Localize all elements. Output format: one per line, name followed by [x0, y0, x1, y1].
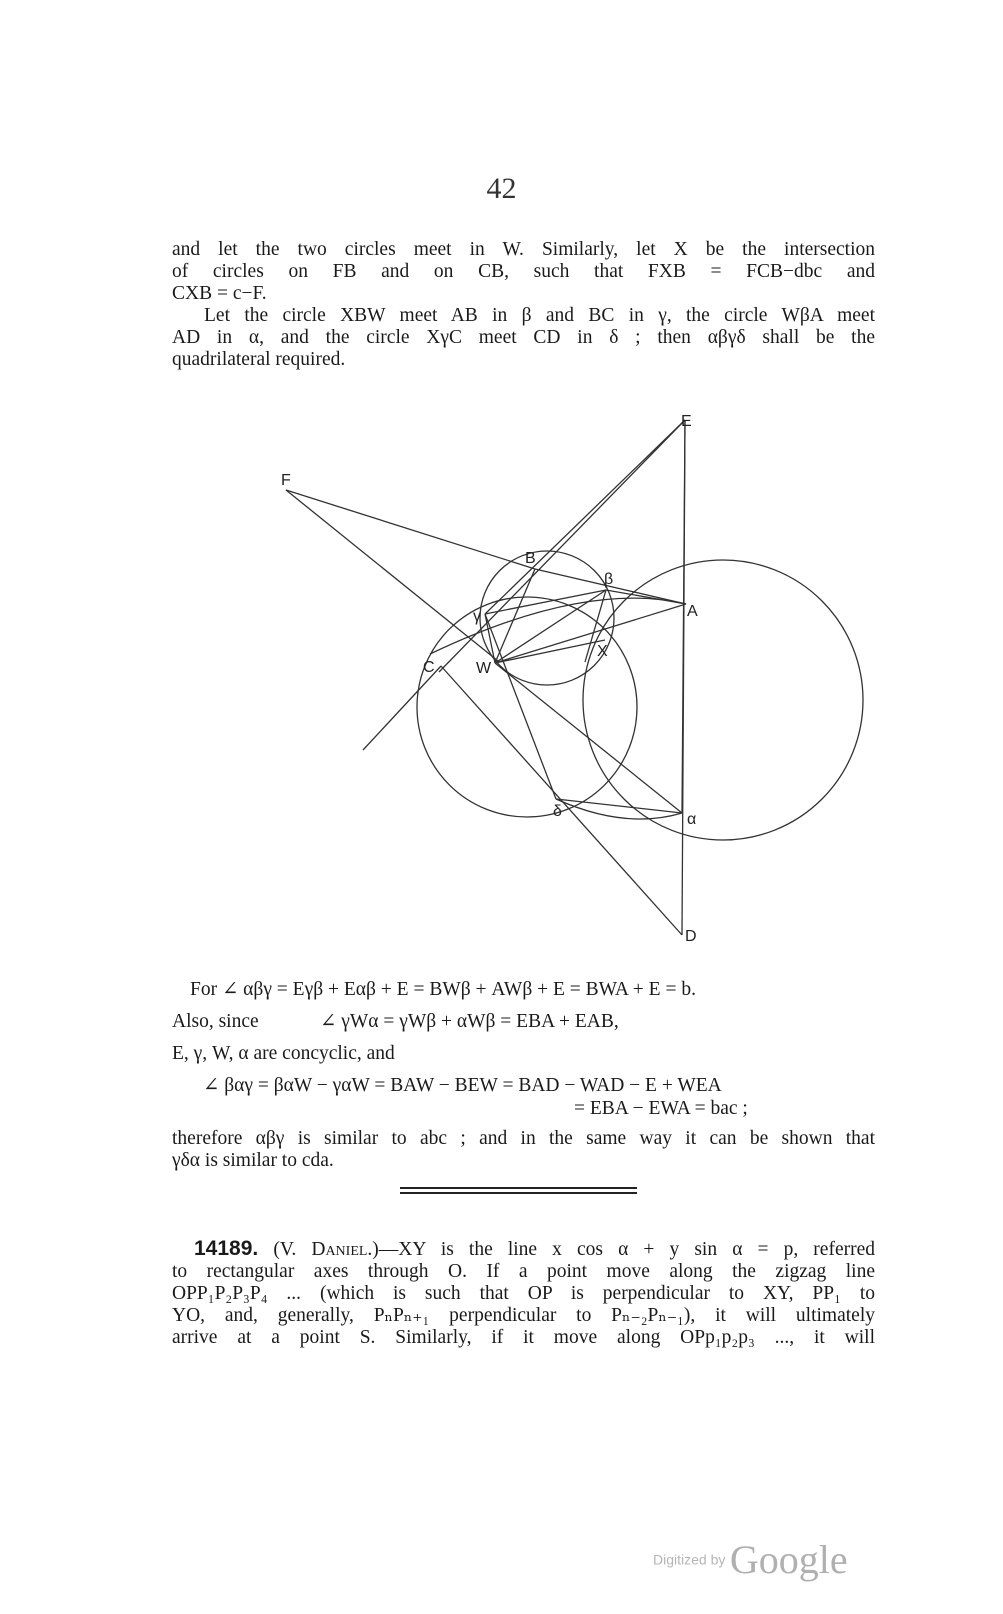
page-number: 42 [486, 172, 517, 205]
text-line: Let the circle XBW meet AB in β and BC in γ, the circle WβA meet [204, 305, 875, 326]
text-line: OPP₁P₂P₃P₄ ... (which is such that OP is perpendicular to XY, PP₁ to [172, 1283, 875, 1304]
label-e: E [681, 413, 692, 430]
circle-large [583, 560, 863, 840]
label-x: X [597, 643, 608, 660]
text-line: AD in α, and the circle XγC meet CD in δ ; then αβγδ shall be the [172, 327, 875, 348]
line-w-alpha [495, 663, 682, 813]
line-ec [439, 420, 685, 672]
proof-line-5: = EBA − EWA = bac ; [574, 1098, 748, 1119]
google-watermark [653, 1536, 848, 1583]
line-fb [286, 490, 535, 569]
text-line: and let the two circles meet in W. Similarly, let X be the intersection [172, 239, 875, 260]
proof-line-3: E, γ, W, α are concyclic, and [172, 1043, 395, 1064]
text-line: to rectangular axes through O. If a point move along the zigzag line [172, 1261, 875, 1282]
problem-author: (V. Daniel.) [273, 1239, 379, 1260]
problem-first-line [172, 1238, 875, 1261]
line-fw [286, 490, 498, 661]
problem-number: 14189. [194, 1237, 259, 1260]
line-cd [441, 666, 682, 935]
construction-paragraph [172, 305, 875, 371]
text-line: CXB = c−F. [172, 283, 267, 304]
label-a: A [687, 603, 698, 620]
label-b: B [525, 550, 536, 567]
watermark-prefix: Digitized by [653, 1551, 726, 1568]
text-line: —XY is the line x cos α + y sin α = p, referred [378, 1239, 875, 1260]
geometry-figure [165, 400, 880, 975]
label-delta: δ [553, 803, 562, 820]
problem-paragraph [172, 1238, 875, 1349]
line-beta-a [606, 590, 686, 604]
text-line: of circles on FB and on CB, such that FXB = FCB−dbc and [172, 261, 875, 282]
label-beta: β [604, 571, 614, 588]
text-line: quadrilateral required. [172, 349, 346, 370]
line-e-gamma [485, 420, 685, 614]
label-c: C [423, 659, 435, 676]
line-w-gamma [485, 614, 495, 663]
intro-paragraph [172, 239, 875, 305]
arc-upper [430, 598, 686, 654]
proof-line-4: ∠ βαγ = βαW − γαW = BAW − BEW = BAD − WAD − E + WEA [203, 1075, 722, 1096]
section-divider-top [400, 1187, 637, 1189]
proof-line-2-prefix: Also, since [172, 1011, 259, 1032]
line-gamma-delta [485, 614, 556, 799]
proof-line-2-equation: ∠ γWα = γWβ + αWβ = EBA + EAB, [320, 1011, 619, 1032]
line-c-extension [363, 666, 441, 750]
text-line: γδα is similar to cda. [172, 1150, 334, 1171]
label-alpha: α [687, 811, 697, 828]
label-gamma: γ [473, 608, 481, 625]
proof-line-1: For ∠ αβγ = Eγβ + Eαβ + E = BWβ + AWβ + E = BWA + E = b. [190, 979, 696, 1000]
section-divider-bottom [400, 1192, 637, 1194]
label-f: F [281, 472, 291, 489]
text-line: arrive at a point S. Similarly, if it move along OPp₁p₂p₃ ..., it will [172, 1327, 875, 1348]
label-w: W [476, 660, 492, 677]
label-d: D [685, 928, 697, 945]
proof-conclusion [172, 1128, 875, 1172]
circle-xbw [480, 551, 614, 685]
text-line: therefore αβγ is similar to abc ; and in the same way it can be shown that [172, 1128, 875, 1149]
text-line: YO, and, generally, PₙPₙ₊₁ perpendicular to Pₙ₋₂Pₙ₋₁), it will ultimately [172, 1305, 875, 1326]
google-logo: Google [729, 1537, 848, 1582]
line-wb [495, 569, 535, 663]
